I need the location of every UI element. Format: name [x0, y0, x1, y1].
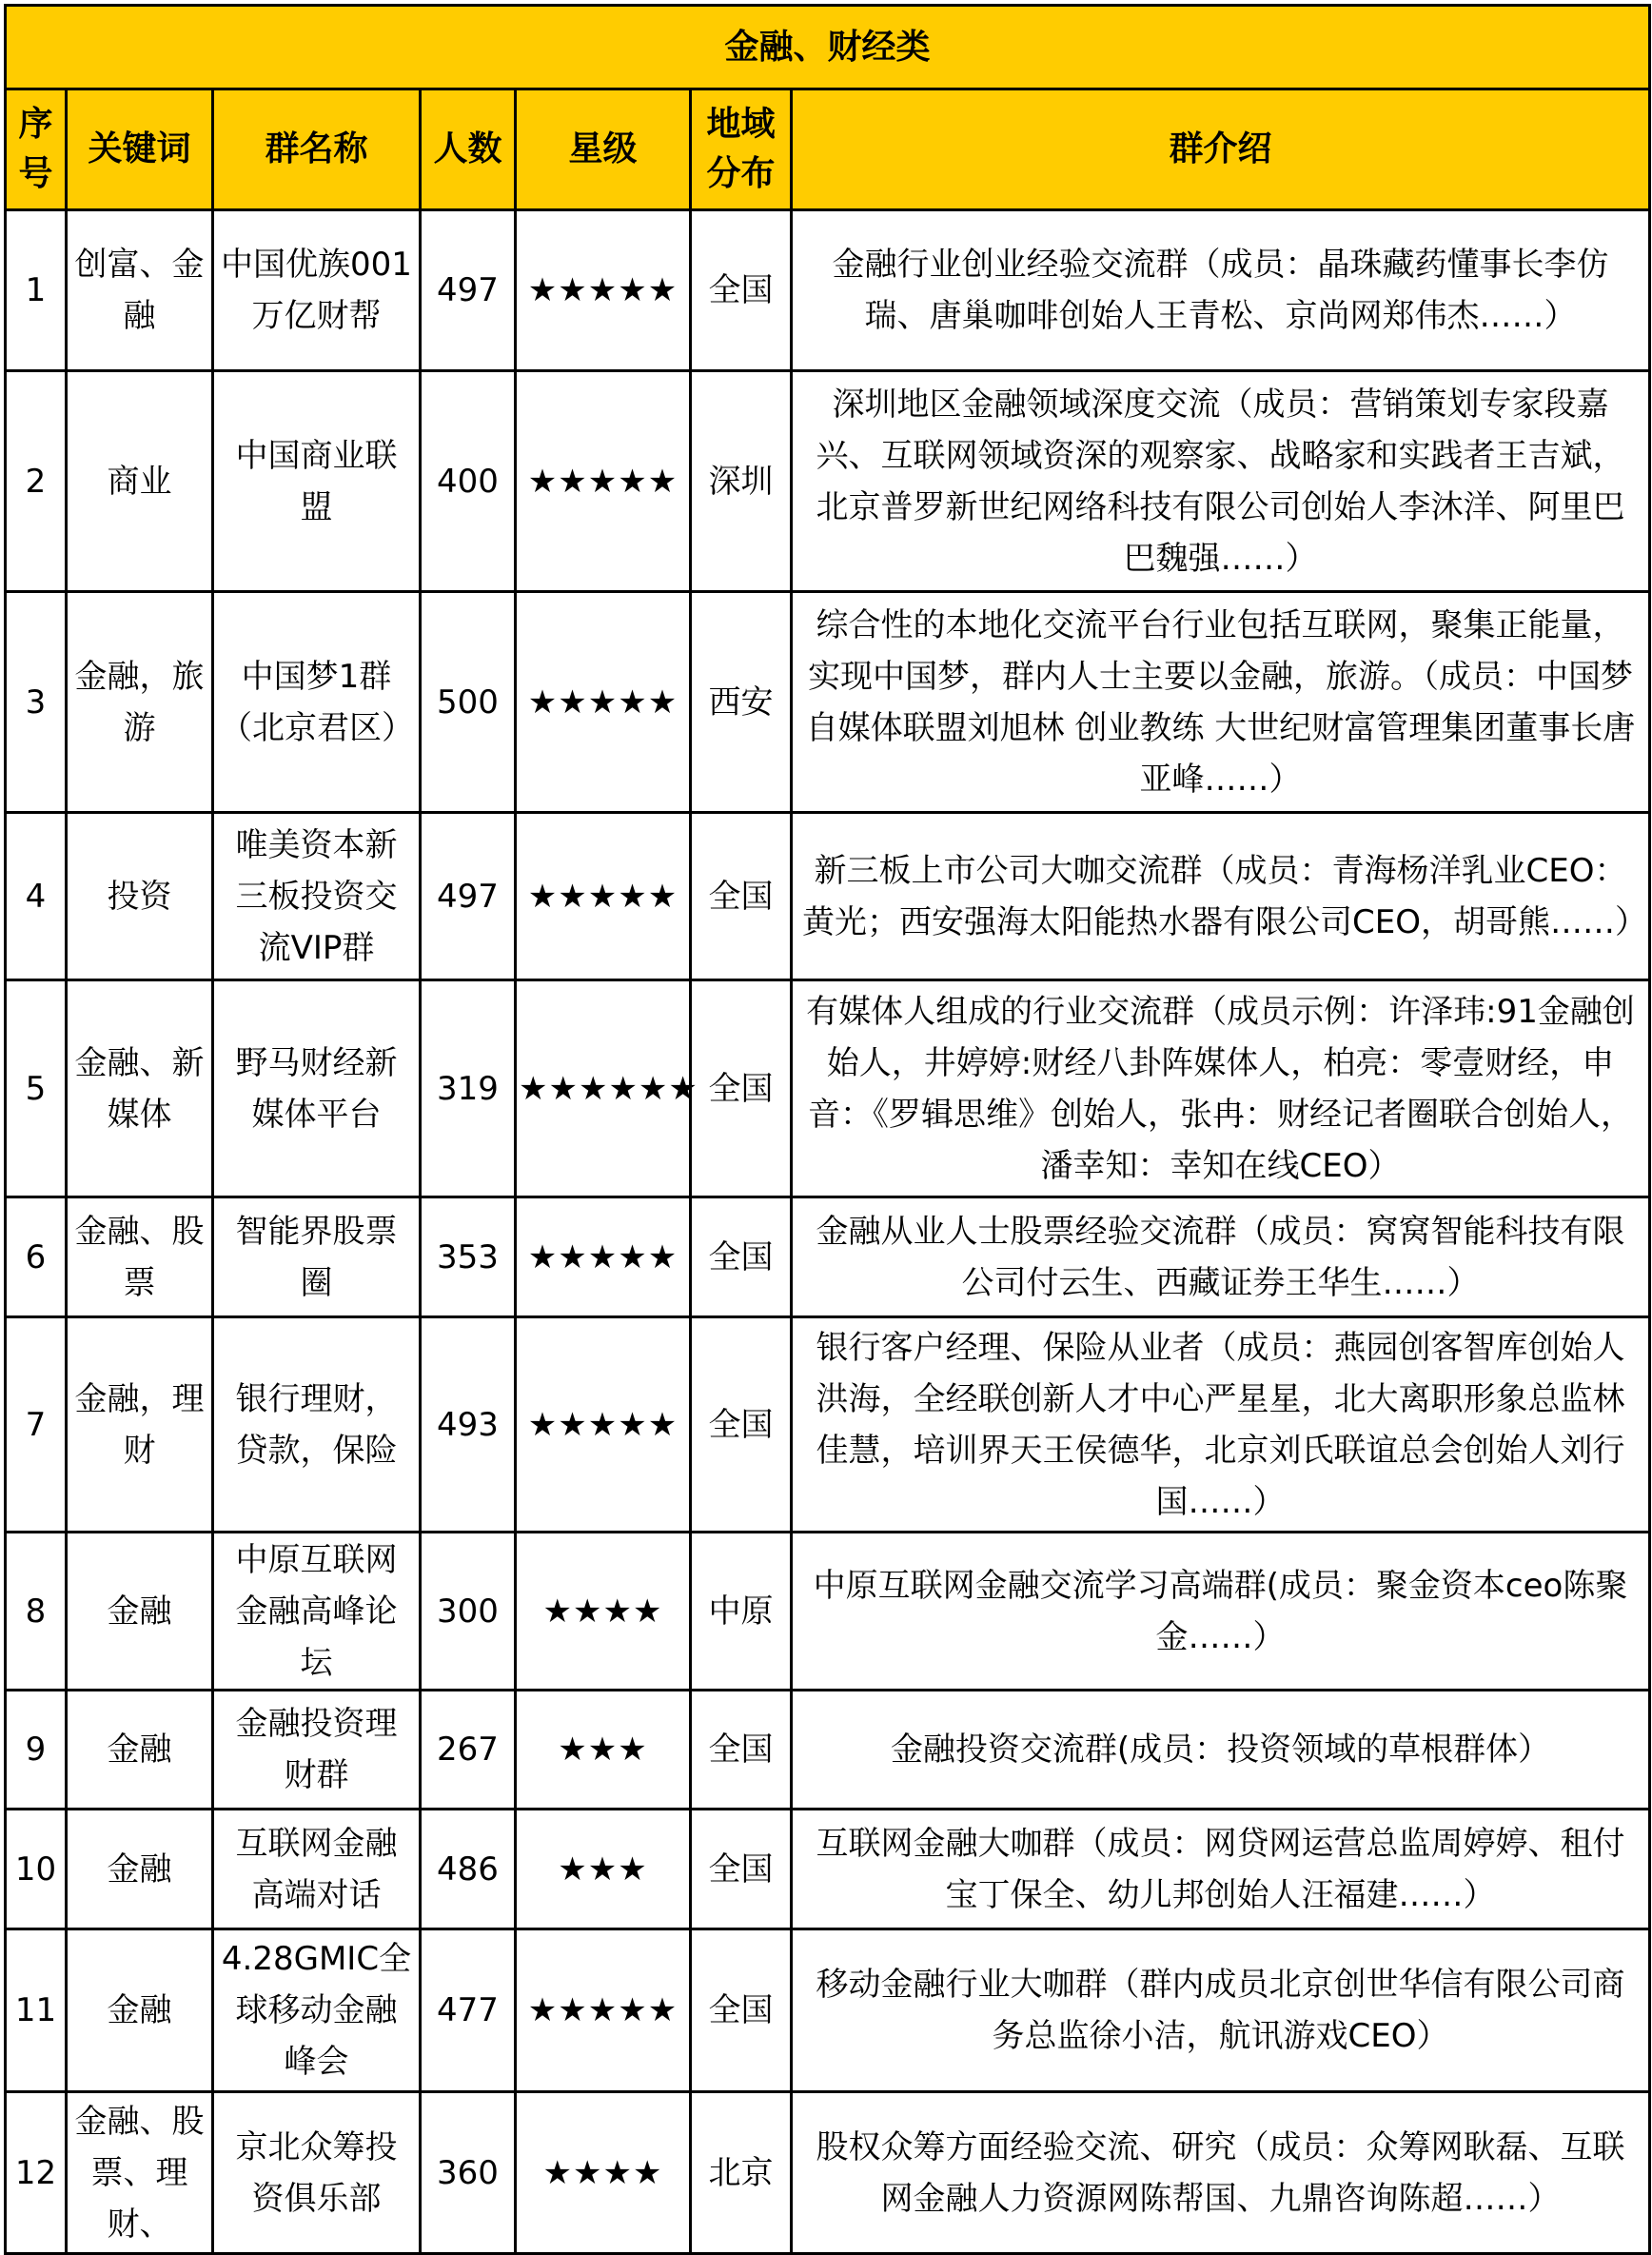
- table-row: [6, 1929, 1650, 2092]
- row-rating: ★★★★: [516, 2092, 691, 2254]
- row-index: 12: [6, 2092, 67, 2254]
- row-intro: 金融从业人士股票经验交流群（成员：窝窝智能科技有限公司付云生、西藏证券王华生……）: [792, 1197, 1650, 1317]
- row-keyword: 金融: [67, 1810, 213, 1929]
- row-intro: 互联网金融大咖群（成员：网贷网运营总监周婷婷、租付宝丁保全、幼儿邦创始人汪福建……）: [792, 1810, 1650, 1929]
- row-group-name: 京北众筹投资俱乐部: [213, 2092, 421, 2254]
- row-index: 7: [6, 1317, 67, 1533]
- table-row: [6, 2092, 1650, 2254]
- row-rating: ★★★★★: [516, 371, 691, 592]
- row-region: 中原: [691, 1533, 792, 1691]
- table-row: [6, 1533, 1650, 1691]
- row-count: 477: [421, 1929, 516, 2092]
- row-region: 全国: [691, 1691, 792, 1810]
- row-rating: ★★★★★: [516, 592, 691, 813]
- row-region: 全国: [691, 813, 792, 980]
- header-region: 地域分布: [691, 89, 792, 210]
- row-count: 493: [421, 1317, 516, 1533]
- row-keyword: 金融: [67, 1533, 213, 1691]
- row-rating: ★★★★★: [516, 1317, 691, 1533]
- row-count: 300: [421, 1533, 516, 1691]
- row-group-name: 4.28GMIC全球移动金融峰会: [213, 1929, 421, 2092]
- row-group-name: 野马财经新媒体平台: [213, 980, 421, 1197]
- row-intro: 有媒体人组成的行业交流群（成员示例：许泽玮:91金融创始人，井婷婷:财经八卦阵媒体人，柏亮：零壹财经，申音：《罗辑思维》创始人，张冉：财经记者圈联合创始人，潘幸知：幸知在线CEO）: [792, 980, 1650, 1197]
- row-index: 9: [6, 1691, 67, 1810]
- row-keyword: 金融、股票: [67, 1197, 213, 1317]
- row-region: 全国: [691, 1197, 792, 1317]
- row-region: 全国: [691, 1317, 792, 1533]
- row-intro: 股权众筹方面经验交流、研究（成员：众筹网耿磊、互联网金融人力资源网陈帮国、九鼎咨询陈超……）: [792, 2092, 1650, 2254]
- header-index: 序号: [6, 89, 67, 210]
- row-region: 全国: [691, 1810, 792, 1929]
- row-count: 319: [421, 980, 516, 1197]
- table-row: [6, 1197, 1650, 1317]
- row-intro: 综合性的本地化交流平台行业包括互联网，聚集正能量，实现中国梦，群内人士主要以金融，旅游。（成员：中国梦自媒体联盟刘旭林 创业教练 大世纪财富管理集团董事长唐亚峰……）: [792, 592, 1650, 813]
- header-group-name: 群名称: [213, 89, 421, 210]
- header-rating: 星级: [516, 89, 691, 210]
- row-intro: 深圳地区金融领域深度交流（成员：营销策划专家段嘉兴、互联网领域资深的观察家、战略家和实践者王吉斌，北京普罗新世纪网络科技有限公司创始人李沐洋、阿里巴巴魏强……）: [792, 371, 1650, 592]
- row-rating: ★★★: [516, 1810, 691, 1929]
- row-count: 400: [421, 371, 516, 592]
- row-count: 497: [421, 210, 516, 371]
- row-count: 360: [421, 2092, 516, 2254]
- table-title: 金融、财经类: [6, 6, 1650, 89]
- finance-groups-table: [4, 4, 1651, 2255]
- row-intro: 银行客户经理、保险从业者（成员：燕园创客智库创始人洪海，全经联创新人才中心严星星，北大离职形象总监林佳慧，培训界天王侯德华，北京刘氏联谊总会创始人刘行国……）: [792, 1317, 1650, 1533]
- row-keyword: 商业: [67, 371, 213, 592]
- row-group-name: 中国梦1群（北京君区）: [213, 592, 421, 813]
- row-keyword: 金融: [67, 1691, 213, 1810]
- row-region: 全国: [691, 1929, 792, 2092]
- row-group-name: 金融投资理财群: [213, 1691, 421, 1810]
- row-count: 500: [421, 592, 516, 813]
- row-keyword: 金融、股票、理财、: [67, 2092, 213, 2254]
- header-count: 人数: [421, 89, 516, 210]
- row-rating: ★★★★★: [516, 813, 691, 980]
- row-group-name: 中国商业联盟: [213, 371, 421, 592]
- row-keyword: 金融、新媒体: [67, 980, 213, 1197]
- row-count: 486: [421, 1810, 516, 1929]
- row-intro: 新三板上市公司大咖交流群（成员：青海杨洋乳业CEO：黄光；西安强海太阳能热水器有限公司CEO，胡哥熊……）: [792, 813, 1650, 980]
- row-index: 10: [6, 1810, 67, 1929]
- row-index: 8: [6, 1533, 67, 1691]
- row-count: 353: [421, 1197, 516, 1317]
- row-region: 全国: [691, 210, 792, 371]
- row-rating: ★★★: [516, 1691, 691, 1810]
- row-intro: 金融行业创业经验交流群（成员：晶珠藏药懂事长李仿瑞、唐巢咖啡创始人王青松、京尚网郑伟杰……）: [792, 210, 1650, 371]
- row-group-name: 唯美资本新三板投资交流VIP群: [213, 813, 421, 980]
- row-keyword: 创富、金融: [67, 210, 213, 371]
- row-group-name: 银行理财，贷款，保险: [213, 1317, 421, 1533]
- row-intro: 中原互联网金融交流学习高端群(成员：聚金资本ceo陈聚金……）: [792, 1533, 1650, 1691]
- row-keyword: 投资: [67, 813, 213, 980]
- row-region: 北京: [691, 2092, 792, 2254]
- row-group-name: 智能界股票圈: [213, 1197, 421, 1317]
- table-body: [6, 210, 1650, 2254]
- row-index: 3: [6, 592, 67, 813]
- table-row: [6, 371, 1650, 592]
- table-row: [6, 1810, 1650, 1929]
- header-intro: 群介绍: [792, 89, 1650, 210]
- row-rating: ★★★★: [516, 1533, 691, 1691]
- row-rating: ★★★★★: [516, 1197, 691, 1317]
- row-keyword: 金融: [67, 1929, 213, 2092]
- header-keyword: 关键词: [67, 89, 213, 210]
- row-rating: ★★★★★★: [516, 980, 691, 1197]
- row-index: 5: [6, 980, 67, 1197]
- table-row: [6, 1317, 1650, 1533]
- row-region: 深圳: [691, 371, 792, 592]
- row-index: 1: [6, 210, 67, 371]
- table-row: [6, 1691, 1650, 1810]
- row-intro: 移动金融行业大咖群（群内成员北京创世华信有限公司商务总监徐小洁，航讯游戏CEO）: [792, 1929, 1650, 2092]
- row-group-name: 互联网金融高端对话: [213, 1810, 421, 1929]
- row-region: 西安: [691, 592, 792, 813]
- row-count: 267: [421, 1691, 516, 1810]
- row-keyword: 金融，理财: [67, 1317, 213, 1533]
- table-row: [6, 813, 1650, 980]
- row-index: 4: [6, 813, 67, 980]
- row-index: 11: [6, 1929, 67, 2092]
- row-count: 497: [421, 813, 516, 980]
- row-index: 6: [6, 1197, 67, 1317]
- row-group-name: 中国优族001万亿财帮: [213, 210, 421, 371]
- row-intro: 金融投资交流群(成员：投资领域的草根群体）: [792, 1691, 1650, 1810]
- table-row: [6, 980, 1650, 1197]
- row-group-name: 中原互联网金融高峰论坛: [213, 1533, 421, 1691]
- row-keyword: 金融，旅游: [67, 592, 213, 813]
- row-region: 全国: [691, 980, 792, 1197]
- table-row: [6, 210, 1650, 371]
- row-rating: ★★★★★: [516, 210, 691, 371]
- row-index: 2: [6, 371, 67, 592]
- table-row: [6, 592, 1650, 813]
- row-rating: ★★★★★: [516, 1929, 691, 2092]
